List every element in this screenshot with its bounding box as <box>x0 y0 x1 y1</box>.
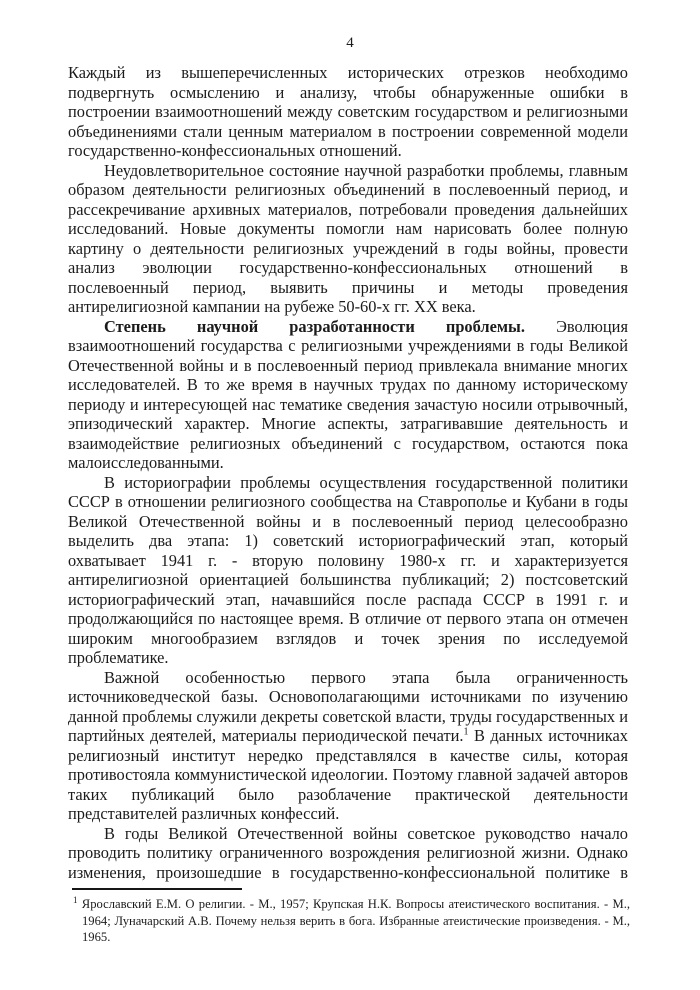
paragraph: В историографии проблемы осуществления государственной политики СССР в отношении религиозного сообщества на Ставрополье и Кубани в годы Великой Отечественной войны и в послевоенный период целесообразно выделить два этапа: 1) советский историографический этап, который охватывает 1941 г. - вторую половину 1980-х гг. и характеризуется антирелигиозной ориентацией большинства публикаций; 2) постсоветский историографический этап, начавшийся после распада СССР в 1991 г. и продолжающийся по настоящее время. В отличие от первого этапа он отмечен широким многообразием взглядов и точек зрения по исследуемой проблематике. <box>68 472 628 667</box>
footnote-separator <box>72 888 242 890</box>
paragraph: Каждый из вышеперечисленных исторических отрезков необходимо подвергнуть осмыслению и анализу, чтобы обнаруженные ошибки в построении взаимоотношений между советским государством и религиозными объединениями стали ценным материалом в построении современной модели государственно-конфессиональных отношений. <box>68 63 628 160</box>
paragraph <box>68 668 628 824</box>
document-body <box>68 63 628 882</box>
footnote-text: Ярославский Е.М. О религии. - М., 1957; Крупская Н.К. Вопросы атеистического воспитания. - М., 1964; Луначарский А.В. Почему нельзя верить в бога. Избранные атеистические произведения. - М., 1965. <box>81 897 630 944</box>
paragraph: В годы Великой Отечественной войны советское руководство начало проводить политику ограниченного возрождения религиозной жизни. Однако изменения, произошедшие в государственно-конфессиональной политике в <box>68 823 628 882</box>
paragraph-text: В данных источниках религиозный институт нередко представлялся в качестве силы, которая противостояла коммунистической идеологии. Поэтому главной задачей авторов таких публикаций было разоблачение практической деятельности представителей различных конфессий. <box>68 726 628 823</box>
paragraph-text: Эволюция взаимоотношений государства с религиозными учреждениями в годы Великой Отечественной войны и в послевоенный период привлекала внимание многих исследователей. В то же время в научных трудах по данному историческому периоду и интересующей нас тематике сведения зачастую носили отрывочный, эпизодический характер. Многие аспекты, затрагивавшие деятельность и взаимодействие религиозных объединений с государством, остаются пока малоисследованными. <box>68 316 628 472</box>
paragraph <box>68 317 628 473</box>
footnote-reference: 1 <box>463 726 469 738</box>
paragraph: Неудовлетворительное состояние научной разработки проблемы, главным образом деятельности религиозных объединений в послевоенный период, и рассекречивание архивных материалов, потребовали проведения дальнейших исследований. Новые документы помогли нам нарисовать более полную картину о деятельности религиозных учреждений в годы войны, провести анализ эволюции государственно-конфессиональных отношений в послевоенный период, выявить причины и методы проведения антирелигиозной кампании на рубеже 50-60-х гг. XX века. <box>68 160 628 316</box>
footnote-marker: 1 <box>73 894 78 905</box>
footnote-item <box>73 894 630 946</box>
footnote-area <box>68 896 630 946</box>
section-heading: Степень научной разработанности проблемы. <box>104 316 525 336</box>
page-number: 4 <box>346 35 354 51</box>
paragraph-text: Важной особенностью первого этапа была ограниченность источниковедческой базы. Основополагающими источниками по изучению данной проблемы служили декреты советской власти, труды государственных и партийных деятелей, материалы периодической печати. <box>68 667 628 745</box>
